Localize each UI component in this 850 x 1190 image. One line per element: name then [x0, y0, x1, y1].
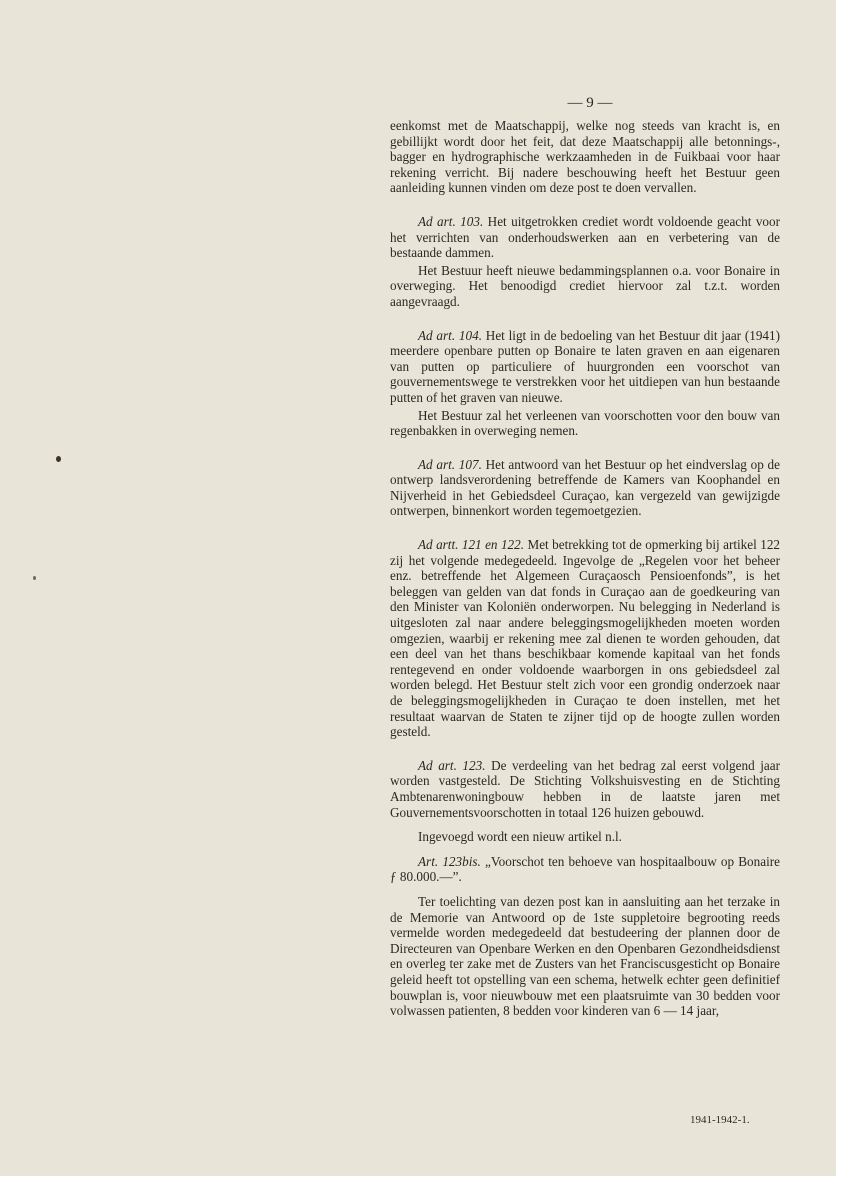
article-label: Ad art. 103.: [418, 213, 484, 229]
paragraph-art-104: [390, 328, 780, 406]
article-label: Art. 123bis.: [418, 853, 481, 869]
paragraph-art-123bis: [390, 854, 780, 885]
article-label: Ad art. 107.: [418, 456, 482, 472]
footer-reference: 1941-1942-1.: [690, 1114, 750, 1126]
body-text: [390, 118, 780, 1019]
paragraph-text: eenkomst met de Maatschappij, welke nog steeds van kracht is, en gebillijkt wordt door het feit, dat deze Maatschappij alle betonnings-, bagger en hydrographische werkzaamheden in de Fuikbaai voor haar rekening verricht. Bij nadere beschouwing heeft het Bestuur geen aanleiding kunnen vinden om deze post te doen vervallen.: [390, 118, 780, 196]
article-label: Ad art. 104.: [418, 327, 482, 343]
binding-hole-mark: [56, 456, 61, 462]
binding-hole-mark: [33, 576, 36, 580]
article-label: Ad artt. 121 en 122.: [418, 537, 525, 553]
paragraph-text: Met betrekking tot de opmerking bij artikel 122 zij het volgende medegedeeld. Ingevolge de „Regelen voor het beheer enz. betreffende het Algemeen Curaçaosch Pensioenfonds”, is het beleggen van gelden van dat fonds in Curaçao aan de goedkeuring van den Minister van Koloniën onderworpen. Nu belegging in Nederland is uitgesloten zal naar andere beleggingsmogelijkheden moeten worden omgezien, waarbij er rekening mee zal dienen te worden gehouden, dat een deel van het thans beschikbaar komende kapitaal van het fonds rentegevend en onder voldoende waarborgen in ons gebiedsdeel zal worden belegd. Het Bestuur stelt zich voor een grondig onderzoek naar de beleggingsmogelijkheden in Curaçao te doen instellen, met het resultaat waarvan de Staten te zijner tijd op de hoogte zullen worden gesteld.: [390, 537, 781, 740]
paragraph: [390, 829, 780, 845]
paragraph-text: Het Bestuur zal het verleenen van voorschotten voor den bouw van regenbakken in overweging nemen.: [390, 407, 780, 439]
paragraph: [390, 894, 780, 1019]
paragraph-artt-121-122: [390, 537, 780, 740]
paragraph-art-103: [390, 214, 780, 261]
paragraph-text: Het antwoord van het Bestuur op het eindverslag op de ontwerp landsverordening betreffende de Kamers van Koophandel en Nijverheid in het Gebiedsdeel Curaçao, kan vergezeld van gewijzigde ontwerpen, binnenkort worden tegemoetgezien.: [390, 456, 781, 519]
paragraph-text: Ingevoegd wordt een nieuw artikel n.l.: [418, 829, 622, 845]
paragraph: [390, 263, 780, 310]
paragraph: [390, 118, 780, 196]
page-number: — 9 —: [567, 95, 613, 111]
paragraph-text: Het Bestuur heeft nieuwe bedammingsplannen o.a. voor Bonaire in overweging. Het benoodigd crediet hiervoor zal t.z.t. worden aangevraagd.: [390, 262, 780, 309]
paragraph: [390, 408, 780, 439]
paragraph-text: Het ligt in de bedoeling van het Bestuur dit jaar (1941) meerdere openbare putten op Bonaire te laten graven en aan eigenaren van putten op particuliere of huurgronden een voorschot van gouvernementswege te verstrekken voor het uitdiepen van hun bestaande putten of het graven van nieuwe.: [390, 327, 781, 405]
article-label: Ad art. 123.: [418, 757, 486, 773]
paragraph-text: „Voorschot ten behoeve van hospitaalbouw op Bonaire ƒ 80.000.—”.: [390, 853, 781, 885]
paragraph-art-107: [390, 457, 780, 519]
paragraph-text: De verdeeling van het bedrag zal eerst volgend jaar worden vastgesteld. De Stichting Volkshuisvesting en de Stichting Ambtenarenwoningbouw hebben in de laatste jaren met Gouvernementsvoorschotten in totaal 126 huizen gebouwd.: [390, 757, 781, 820]
paragraph-text: Ter toelichting van dezen post kan in aansluiting aan het terzake in de Memorie van Antwoord op de 1ste suppletoire begrooting reeds vermelde worden medegedeeld dat bestudeering der plannen door de Directeuren van Openbare Werken en den Openbaren Gezondheidsdienst en overleg ter zake met de Zusters van het Franciscusgesticht op Bonaire geleid heeft tot opstelling van een schema, hetwelk echter geen definitief bouwplan is, voor nieuwbouw met een plaatsruimte van 30 bedden voor volwassen patienten, 8 bedden voor kinderen van 6 — 14 jaar,: [390, 893, 780, 1019]
paragraph-art-123: [390, 758, 780, 820]
paragraph-text: Het uitgetrokken crediet wordt voldoende geacht voor het verrichten van onderhoudswerken aan en verbetering van de bestaande dammen.: [390, 213, 781, 261]
